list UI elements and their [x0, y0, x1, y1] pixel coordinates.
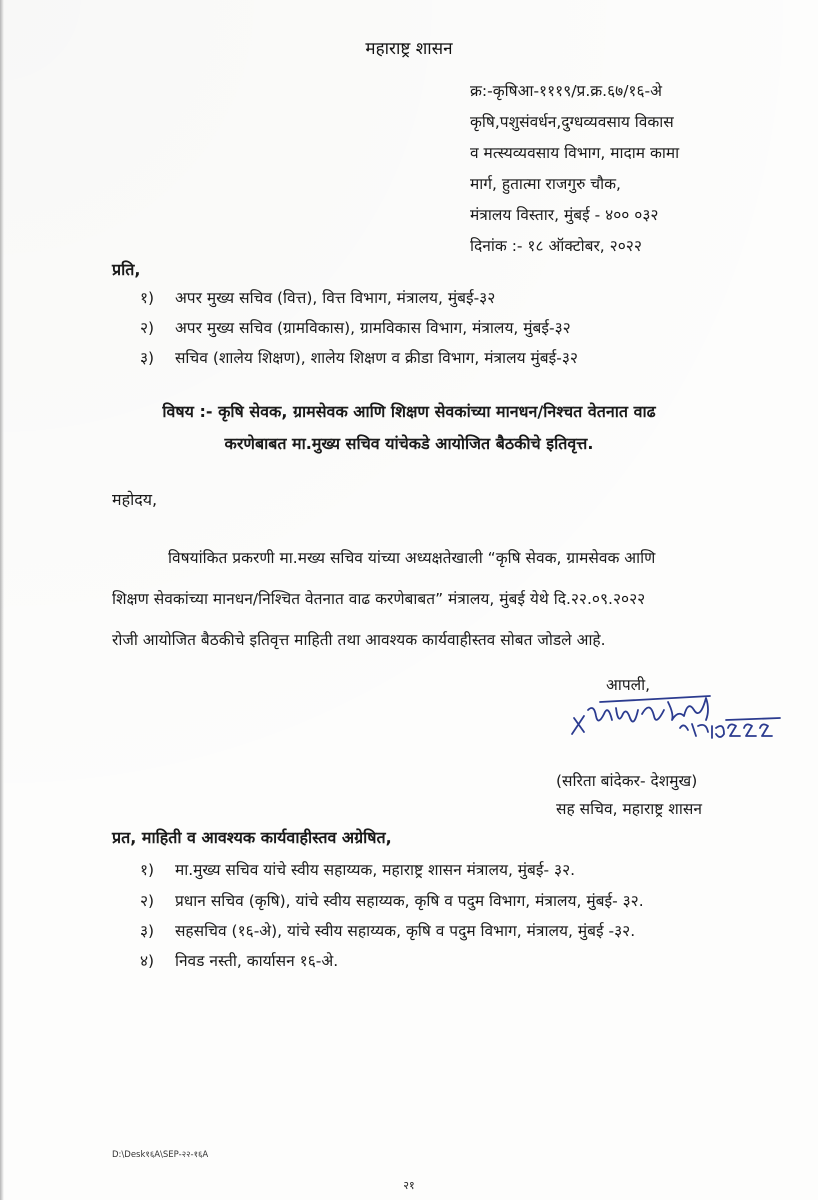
closing: आपली,	[606, 676, 651, 694]
item-number: १)	[140, 289, 155, 307]
cc-item	[140, 858, 575, 880]
subject-block	[0, 396, 818, 460]
body-line: शिक्षण सेवकांच्या मानधन/निश्चित वेतनात वाढ करणेबाबत” मंत्रालय, मुंबई येथे दि.२२.०९.२०२२	[112, 590, 646, 608]
item-text: मा.मुख्य सचिव यांचे स्वीय सहाय्यक, महाराष्ट्र शासन मंत्रालय, मुंबई- ३२.	[174, 861, 576, 879]
salutation: महोदय,	[112, 490, 158, 509]
address-line: मंत्रालय विस्तार, मुंबई - ४०० ०३२	[470, 206, 659, 224]
address-line: व मत्स्यव्यवसाय विभाग, मादाम कामा	[470, 144, 680, 162]
page-title: महाराष्ट्र शासन	[365, 39, 453, 59]
body-paragraph	[112, 538, 752, 661]
item-text: अपर मुख्य सचिव (ग्रामविकास), ग्रामविकास विभाग, मंत्रालय, मुंबई-३२	[174, 319, 571, 337]
item-number: १)	[140, 861, 155, 879]
address-line: मार्ग, हुतात्मा राजगुरु चौक,	[470, 175, 621, 193]
signer-title: सह सचिव, महाराष्ट्र शासन	[556, 800, 702, 818]
address-line: कृषि,पशुसंवर्धन,दुग्धव्यवसाय विकास	[470, 113, 674, 131]
item-text: अपर मुख्य सचिव (वित्त), वित्त विभाग, मंत्रालय, मुंबई-३२	[174, 289, 496, 307]
item-number: ४)	[140, 952, 155, 970]
cc-item	[140, 919, 635, 941]
subject-line: विषय :- कृषि सेवक, ग्रामसेवक आणि शिक्षण सेवकांच्या मानधन/निश्चत वेतनात वाढ	[162, 402, 656, 421]
letter-date: दिनांक :- १८ ऑक्टोबर, २०२२	[470, 237, 642, 255]
subject-line: करणेबाबत मा.मुख्य सचिव यांचेकडे आयोजित बैठकीचे इतिवृत्त.	[224, 434, 594, 453]
page-number: २१	[403, 1179, 415, 1192]
item-number: ३)	[140, 922, 155, 940]
recipient-item	[140, 286, 495, 308]
item-text: सचिव (शालेय शिक्षण), शालेय शिक्षण व क्रीडा विभाग, मंत्रालय मुंबई-३२	[174, 349, 578, 367]
signature-image	[560, 680, 800, 755]
file-path: D:\Desk१६A\SEP-२२-१६A	[112, 1150, 209, 1160]
item-text: सहसचिव (१६-अे), यांचे स्वीय सहाय्यक, कृषि व पदुम विभाग, मंत्रालय, मुंबई -३२.	[174, 922, 636, 940]
recipient-item	[140, 346, 578, 368]
item-text: निवड नस्ती, कार्यासन १६-अे.	[174, 952, 339, 970]
recipient-item	[140, 316, 571, 338]
signer-name: (सरिता बांदेकर- देशमुख)	[556, 772, 698, 790]
reference-number: क्र:-कृषिआ-१११९/प्र.क्र.६७/१६-अे	[470, 82, 662, 100]
cc-item	[140, 889, 644, 911]
cc-label: प्रत, माहिती व आवश्यक कार्यवाहीस्तव अग्रेषित,	[112, 828, 392, 847]
recipients-label: प्रति,	[112, 260, 141, 279]
reference-address-block	[470, 76, 770, 262]
signature	[560, 680, 800, 755]
body-line: रोजी आयोजित बैठकीचे इतिवृत्त माहिती तथा आवश्यक कार्यवाहीस्तव सोबत जोडले आहे.	[112, 631, 606, 649]
item-text: प्रधान सचिव (कृषि), यांचे स्वीय सहाय्यक, कृषि व पदुम विभाग, मंत्रालय, मुंबई- ३२.	[174, 892, 644, 910]
body-line: विषयांकित प्रकरणी मा.मख्य सचिव यांच्या अध्यक्षतेखाली “कृषि सेवक, ग्रामसेवक आणि	[168, 549, 656, 567]
item-number: ३)	[140, 349, 155, 367]
item-number: २)	[140, 319, 155, 337]
item-number: २)	[140, 892, 155, 910]
scan-edge-shadow	[0, 0, 4, 1200]
cc-item	[140, 949, 338, 971]
